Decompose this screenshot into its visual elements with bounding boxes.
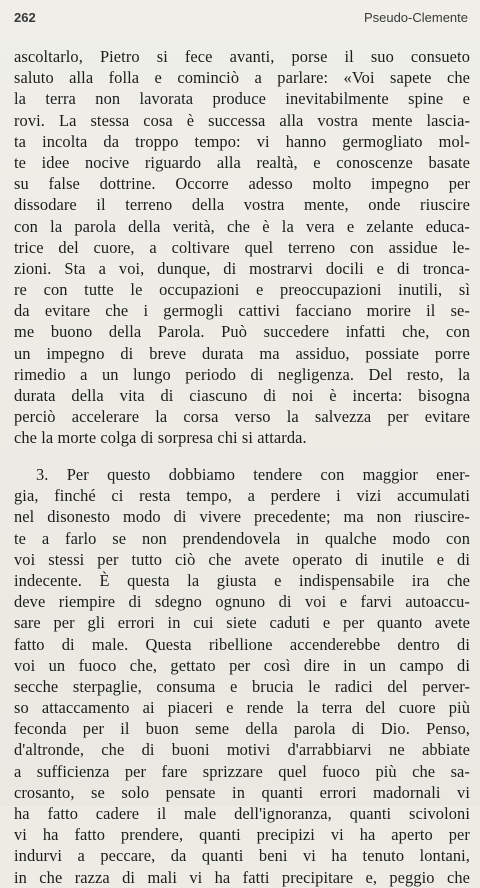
text-line: zioni. Sta a voi, dunque, di mostrarvi docili e di tronca- xyxy=(14,258,470,278)
text-line: ha fatto cadere il male dell'ignoranza, quanti scivoloni xyxy=(14,804,470,823)
text-line: gia, finché ci resta tempo, a perdere i vizi accumulati xyxy=(14,486,470,506)
text-line: perciò accelerare la corsa verso la salvezza per evitare xyxy=(14,407,470,427)
text-line: durata della vita di ciascuno di noi è incerta: bisogna xyxy=(14,386,470,405)
text-line: deve riempire di sdegno ognuno di voi e farvi autoaccu- xyxy=(14,592,470,612)
paragraph-2 xyxy=(14,464,470,888)
text-line: in che razza di mali vi ha fatti precipitare e, peggio che xyxy=(14,867,470,887)
text-line: dissodare il terreno della vostra mente, onde riuscire xyxy=(14,195,470,215)
text-line: d'altronde, che di buoni motivi d'arrabbiarvi ne abbiate xyxy=(14,740,470,760)
text-line: saluto alla folla e cominciò a parlare: «Voi sapete che xyxy=(14,68,470,88)
text-line: un impegno di breve durata ma assiduo, possiate porre xyxy=(14,343,470,363)
text-line: che la morte colga di sorpresa chi si attarda. xyxy=(14,428,307,448)
text-line: secche sterpaglie, consuma e brucia le radici del perver- xyxy=(14,676,470,696)
text-line: a sufficienza per fare sprizzare quel fuoco più che sa- xyxy=(14,761,470,781)
text-line: sare per gli errori in cui siete caduti e per quanto avete xyxy=(14,613,470,633)
text-line: ascoltarlo, Pietro si fece avanti, porse il suo consueto xyxy=(14,47,470,66)
text-line: ta incolta da troppo tempo: vi hanno germogliato mol- xyxy=(14,131,470,151)
text-line: te a farlo se non prendendovela in qualche modo con xyxy=(14,528,470,548)
text-line: te idee nocive riguardo alla realtà, e conoscenze basate xyxy=(14,152,470,172)
text-line: indurvi a peccare, da quanti beni vi ha tenuto lontani, xyxy=(14,846,470,866)
running-head: Pseudo-Clemente xyxy=(363,10,468,25)
text-line: so attaccamento ai piaceri e rende la terra del cuore più xyxy=(14,698,470,718)
text-line: nel disonesto modo di vivere precedente; ma non riuscire- xyxy=(14,507,470,527)
text-line: indecente. È questa la giusta e indispensabile ira che xyxy=(14,570,470,590)
text-line: voi un fuoco che, gettato per così dire in un campo di xyxy=(14,655,470,675)
text-line: me buono della Parola. Può succedere infatti che, con xyxy=(14,322,470,342)
text-line: voi stessi per tutto ciò che avete operato di inutile e di xyxy=(14,549,470,569)
text-line: re con tutte le occupazioni e preoccupazioni inutili, sì xyxy=(14,280,470,300)
text-line: su false dottrine. Occorre adesso molto impegno per xyxy=(14,174,470,194)
text-line: da evitare che i germogli cattivi facciano morire il se- xyxy=(14,301,470,321)
text-line: crosanto, se solo pensate in quanti errori madornali vi xyxy=(14,782,470,802)
text-line: fatto di male. Questa ribellione accenderebbe dentro di xyxy=(14,634,470,654)
text-line: trice del cuore, a coltivare quel terreno con assidue le- xyxy=(14,237,470,257)
text-line: feconda per il buon seme della parola di Dio. Penso, xyxy=(14,719,470,739)
text-line: rovi. La stessa cosa è successa alla vostra mente lascia- xyxy=(14,110,470,130)
text-line: rimedio a un lungo periodo di negligenza. Del resto, la xyxy=(14,364,470,384)
text-line: 3. Per questo dobbiamo tendere con maggior ener- xyxy=(36,465,470,484)
text-line: con la parola della verità, che è la vera e zelante educa- xyxy=(14,216,470,236)
page-number: 262 xyxy=(14,10,36,25)
text-line: la terra non lavorata produce inevitabilmente spine e xyxy=(14,89,470,109)
page-header xyxy=(14,10,468,28)
paragraph-1 xyxy=(14,46,470,449)
text-line: vi ha fatto prendere, quanti precipizi vi ha aperto per xyxy=(14,825,470,845)
